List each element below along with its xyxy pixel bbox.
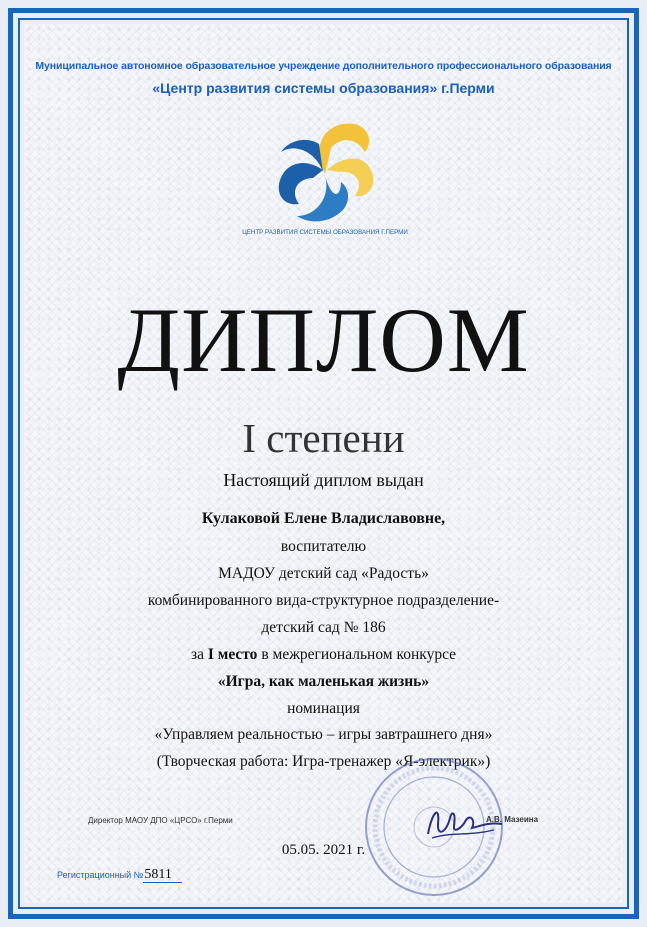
logo-swirl-icon <box>279 124 374 222</box>
nomination-name: «Управляем реальностью – игры завтрашнего дня» <box>154 726 493 743</box>
place-prefix: за <box>190 646 204 663</box>
place-value: I место <box>207 646 258 663</box>
organization-line-3: детский сад № 186 <box>261 619 386 636</box>
org-line-1: Муниципальное автономное образовательное учреждение дополнительного профессионального образования <box>35 60 612 72</box>
org-logo <box>242 112 408 252</box>
organization-line-2: комбинированного вида-структурное подразделение- <box>147 592 500 609</box>
registration <box>57 867 182 883</box>
contest-name: «Игра, как маленькая жизнь» <box>217 673 430 690</box>
issue-date: 05.05. 2021 г. <box>281 842 366 858</box>
recipient-position: воспитателю <box>280 538 367 555</box>
director-name: А.В. Мазеина <box>486 815 539 824</box>
recipient-name: Кулаковой Елене Владиславовне, <box>201 510 446 527</box>
issued-text: Настоящий диплом выдан <box>223 470 424 490</box>
registration-label: Регистрационный № <box>57 870 144 880</box>
org-line-2: «Центр развития системы образования» г.Перми <box>152 80 495 96</box>
registration-number: 5811 <box>143 867 181 883</box>
director-title: Директор МАОУ ДПО «ЦРСО» г.Перми <box>88 816 233 825</box>
diploma-title: ДИПЛОМ <box>117 289 530 391</box>
diploma-degree: I степени <box>242 415 405 461</box>
organization-line-1: МАДОУ детский сад «Радость» <box>218 565 429 582</box>
place-line <box>0 646 647 664</box>
logo-caption: ЦЕНТР РАЗВИТИЯ СИСТЕМЫ ОБРАЗОВАНИЯ Г.ПЕРМИ <box>242 229 408 236</box>
nomination-label: номинация <box>287 700 360 717</box>
work-description: (Творческая работа: Игра-тренажер «Я-электрик») <box>156 753 491 770</box>
place-suffix: в межрегиональном конкурсе <box>261 646 457 663</box>
